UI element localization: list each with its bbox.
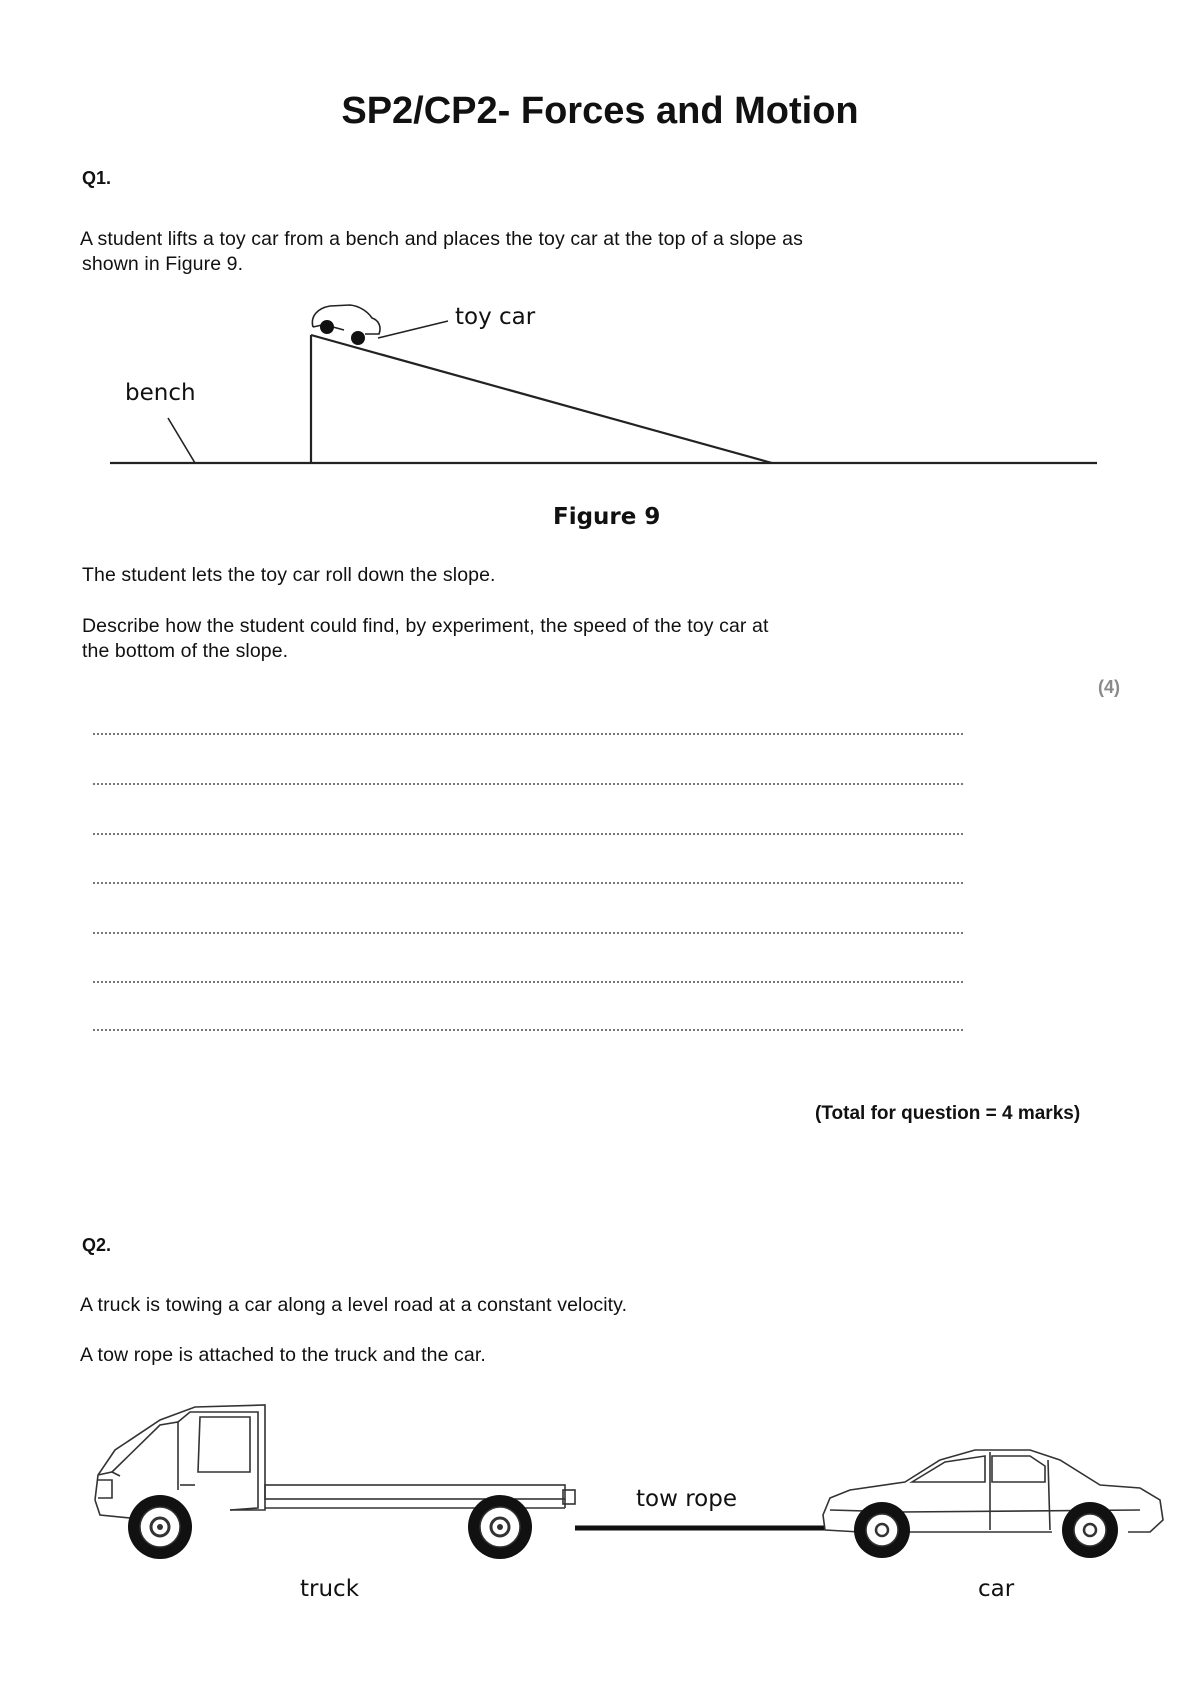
toy-car-wheel-front: [351, 331, 365, 345]
truck-door: [178, 1412, 258, 1510]
q1-intro-line-2: shown in Figure 9.: [82, 253, 244, 275]
bench-label: bench: [125, 380, 196, 406]
car-front-wheel: [854, 1502, 910, 1558]
q2-line-1: A truck is towing a car along a level road at a constant velocity.: [80, 1294, 628, 1316]
toy-car-label: toy car: [455, 304, 536, 330]
car-label: car: [978, 1576, 1015, 1602]
truck-towing-car-diagram: [0, 1380, 1200, 1610]
bench-pointer: [168, 418, 195, 463]
toy-car-pointer: [378, 321, 448, 338]
q1-statement: The student lets the toy car roll down the slope.: [82, 564, 496, 586]
answer-line-5[interactable]: [92, 932, 965, 934]
q1-intro-line-1: A student lifts a toy car from a bench and places the toy car at the top of a slope as: [80, 228, 803, 250]
figure-9-caption: Figure 9: [553, 504, 661, 530]
q1-question-line-1: Describe how the student could find, by experiment, the speed of the toy car at: [82, 615, 769, 637]
question-1-label: Q1.: [82, 168, 112, 188]
truck-flatbed: [265, 1485, 565, 1499]
answer-line-2[interactable]: [92, 783, 965, 785]
truck-side-window: [198, 1417, 250, 1472]
truck-cab: [95, 1405, 265, 1518]
car-windows: [912, 1456, 1045, 1482]
truck-front-wheel: [128, 1495, 192, 1559]
answer-line-6[interactable]: [92, 981, 965, 983]
truck-windscreen: [112, 1422, 178, 1490]
truck-label: truck: [300, 1576, 360, 1602]
answer-line-3[interactable]: [92, 833, 965, 835]
toy-car-wheel-rear: [320, 320, 334, 334]
answer-line-7[interactable]: [92, 1029, 965, 1031]
q1-marks: (4): [1098, 677, 1120, 697]
question-2-label: Q2.: [82, 1235, 112, 1255]
answer-line-4[interactable]: [92, 882, 965, 884]
q2-line-2: A tow rope is attached to the truck and the car.: [80, 1344, 486, 1366]
answer-line-1[interactable]: [92, 733, 965, 735]
slope-incline: [311, 335, 772, 463]
tow-rope-label: tow rope: [636, 1486, 737, 1512]
figure-9-diagram: [0, 0, 1200, 520]
truck-rear-wheel: [468, 1495, 532, 1559]
page-title: SP2/CP2- Forces and Motion: [341, 90, 859, 132]
truck-grille: [98, 1480, 112, 1498]
q1-question-line-2: the bottom of the slope.: [82, 640, 289, 662]
q1-total-marks: (Total for question = 4 marks): [815, 1103, 1081, 1124]
car-rear-wheel: [1062, 1502, 1118, 1558]
